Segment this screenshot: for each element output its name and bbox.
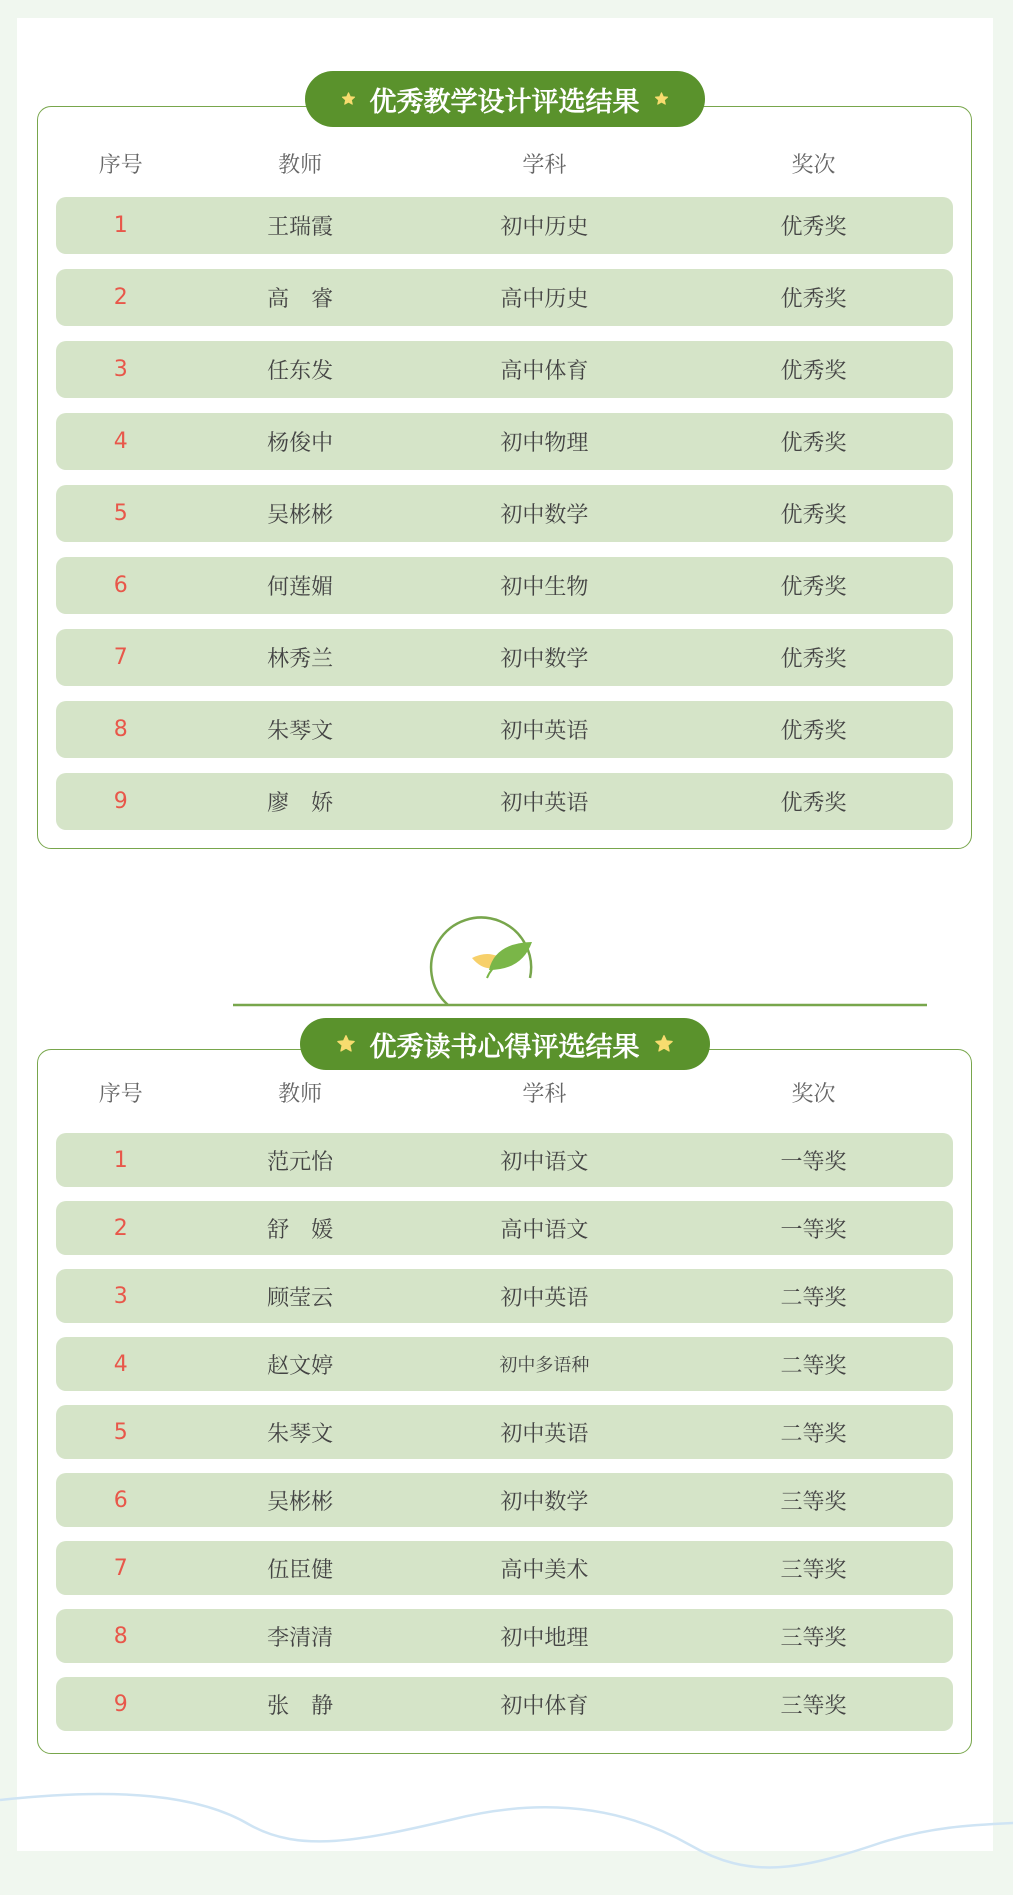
row-number: 4 <box>113 1351 128 1377</box>
table-row <box>56 485 953 542</box>
header-award: 奖次 <box>791 1081 836 1107</box>
table-row <box>56 557 953 614</box>
row-number: 2 <box>113 285 128 310</box>
table-row <box>56 1269 953 1323</box>
row-number: 7 <box>113 1555 128 1581</box>
award: 优秀奖 <box>780 215 847 240</box>
teaching-design-results-panel <box>37 86 972 849</box>
award: 优秀奖 <box>780 719 847 744</box>
subject: 高中美术 <box>500 1557 589 1583</box>
header-no: 序号 <box>98 152 143 178</box>
subject: 初中历史 <box>500 215 589 240</box>
subject: 初中英语 <box>500 1285 589 1311</box>
subject: 初中物理 <box>500 431 589 456</box>
teacher-name: 伍臣健 <box>267 1557 334 1583</box>
section-title: 优秀教学设计评选结果 <box>369 86 640 118</box>
row-number: 2 <box>113 1215 128 1241</box>
teacher-name: 范元怡 <box>267 1149 334 1175</box>
award: 二等奖 <box>780 1353 847 1379</box>
leaf-divider <box>17 898 993 1018</box>
teacher-name: 张 静 <box>267 1693 334 1719</box>
subject: 初中地理 <box>500 1625 589 1651</box>
row-number: 8 <box>113 1623 128 1649</box>
page-card <box>17 18 993 1851</box>
row-number: 6 <box>113 573 128 598</box>
teacher-name: 赵文婷 <box>267 1353 334 1379</box>
table-header <box>56 143 953 183</box>
subject: 高中语文 <box>500 1217 589 1243</box>
award: 一等奖 <box>780 1149 847 1175</box>
table-row <box>56 1201 953 1255</box>
header-subject: 学科 <box>522 152 567 178</box>
table-header <box>56 1072 953 1112</box>
table-row <box>56 1133 953 1187</box>
table-row <box>56 1473 953 1527</box>
subject: 初中数学 <box>500 1489 589 1515</box>
award: 三等奖 <box>780 1489 847 1515</box>
award: 三等奖 <box>780 1625 847 1651</box>
row-number: 1 <box>113 1147 128 1173</box>
subject: 初中英语 <box>500 1421 589 1447</box>
star-icon <box>654 1033 674 1055</box>
table-row <box>56 701 953 758</box>
subject: 初中数学 <box>500 503 589 528</box>
subject: 初中语文 <box>500 1149 589 1175</box>
award: 一等奖 <box>780 1217 847 1243</box>
award: 优秀奖 <box>780 575 847 600</box>
row-number: 6 <box>113 1487 128 1513</box>
teacher-name: 顾莹云 <box>267 1285 334 1311</box>
subject: 初中英语 <box>500 719 589 744</box>
header-teacher: 教师 <box>278 1081 323 1107</box>
row-number: 9 <box>113 789 128 814</box>
teacher-name: 王瑞霞 <box>267 215 334 240</box>
teacher-name: 朱琴文 <box>267 1421 334 1447</box>
table-row <box>56 773 953 830</box>
table-row <box>56 629 953 686</box>
header-teacher: 教师 <box>278 152 323 178</box>
table-row <box>56 1541 953 1595</box>
row-number: 5 <box>113 1419 128 1445</box>
leaf-sprout-icon <box>472 942 532 978</box>
table-row <box>56 1337 953 1391</box>
teacher-name: 高 睿 <box>267 287 334 312</box>
header-no: 序号 <box>98 1081 143 1107</box>
section-title-pill <box>305 71 705 127</box>
row-number: 4 <box>113 429 128 454</box>
teacher-name: 舒 媛 <box>267 1217 334 1243</box>
teacher-name: 杨俊中 <box>267 431 334 456</box>
section-title-pill <box>300 1018 710 1070</box>
award: 优秀奖 <box>780 503 847 528</box>
results-list <box>56 197 953 845</box>
award: 优秀奖 <box>780 287 847 312</box>
results-list <box>56 1133 953 1745</box>
star-icon <box>341 88 356 110</box>
award: 二等奖 <box>780 1421 847 1447</box>
teacher-name: 廖 娇 <box>267 791 334 816</box>
table-row <box>56 269 953 326</box>
wave-decoration <box>0 1775 1013 1895</box>
reading-notes-results-panel <box>37 1031 972 1754</box>
row-number: 3 <box>113 357 128 382</box>
row-number: 3 <box>113 1283 128 1309</box>
table-row <box>56 1609 953 1663</box>
teacher-name: 朱琴文 <box>267 719 334 744</box>
award: 优秀奖 <box>780 791 847 816</box>
row-number: 5 <box>113 501 128 526</box>
table-row <box>56 197 953 254</box>
table-row <box>56 341 953 398</box>
section-title: 优秀读书心得评选结果 <box>369 1031 640 1063</box>
row-number: 1 <box>113 213 128 238</box>
award: 优秀奖 <box>780 647 847 672</box>
subject: 初中体育 <box>500 1693 589 1719</box>
row-number: 8 <box>113 717 128 742</box>
subject: 高中历史 <box>500 287 589 312</box>
teacher-name: 吴彬彬 <box>267 1489 334 1515</box>
header-subject: 学科 <box>522 1081 567 1107</box>
star-icon <box>654 88 669 110</box>
row-number: 7 <box>113 645 128 670</box>
teacher-name: 任东发 <box>267 359 334 384</box>
header-award: 奖次 <box>791 152 836 178</box>
table-row <box>56 1677 953 1731</box>
table-row <box>56 1405 953 1459</box>
teacher-name: 何莲媚 <box>267 575 334 600</box>
award: 三等奖 <box>780 1693 847 1719</box>
award: 优秀奖 <box>780 431 847 456</box>
teacher-name: 李清清 <box>267 1625 334 1651</box>
subject: 高中体育 <box>500 359 589 384</box>
teacher-name: 吴彬彬 <box>267 503 334 528</box>
award: 二等奖 <box>780 1285 847 1311</box>
row-number: 9 <box>113 1691 128 1717</box>
star-icon <box>336 1033 356 1055</box>
award: 优秀奖 <box>780 359 847 384</box>
table-row <box>56 413 953 470</box>
teacher-name: 林秀兰 <box>267 647 334 672</box>
subject: 初中多语种 <box>499 1355 590 1376</box>
subject: 初中英语 <box>500 791 589 816</box>
subject: 初中数学 <box>500 647 589 672</box>
award: 三等奖 <box>780 1557 847 1583</box>
subject: 初中生物 <box>500 575 589 600</box>
